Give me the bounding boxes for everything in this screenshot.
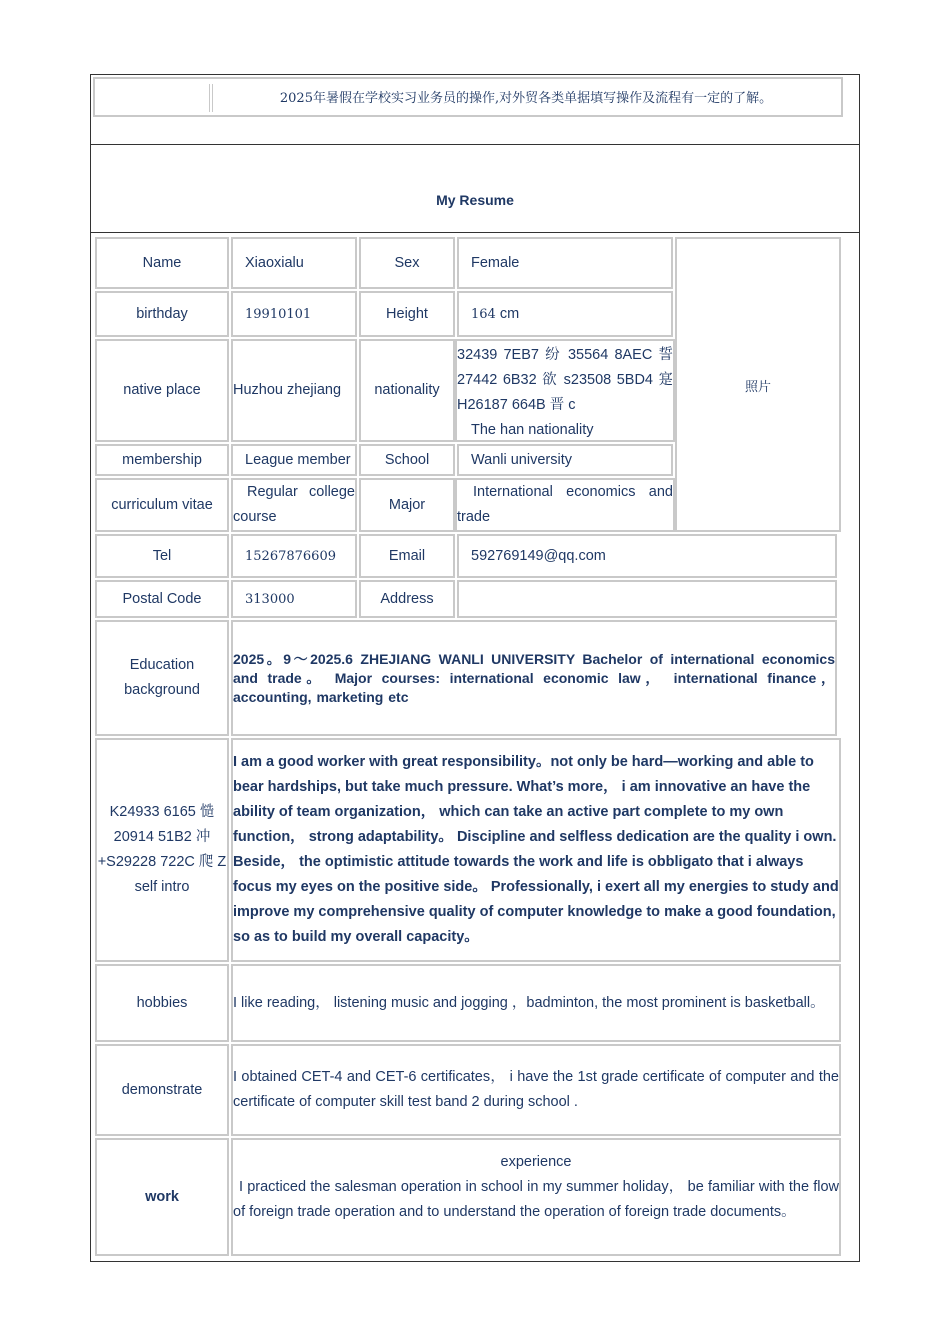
- nationality-garbled-line-3: H26187 664B 晋 c: [457, 397, 576, 413]
- native-place-value: Huzhou zhejiang: [231, 339, 357, 442]
- postal-code-value: 313000: [231, 580, 357, 618]
- address-value: [457, 580, 837, 618]
- postal-code-label: Postal Code: [95, 580, 229, 618]
- education-text: 2025。9～2025.6 ZHEJIANG WANLI UNIVERSITY Bachelor of international economics and trade。 Major courses: international economic law， international finance， accounting, marketing etc: [233, 650, 835, 705]
- education-label: Education background: [124, 657, 200, 698]
- work-label: work: [95, 1138, 229, 1256]
- education-label-cell: [95, 620, 229, 736]
- nationality-value: [455, 339, 675, 442]
- hobbies-label: hobbies: [95, 964, 229, 1042]
- cv-value: Regular college course: [233, 484, 355, 525]
- top-note: 2025年暑假在学校实习业务员的操作,对外贸各类单据填写操作及流程有一定的了解。: [279, 91, 773, 106]
- self-intro-garbled-2: 20914 51B2 冲: [113, 829, 211, 845]
- name-label: Name: [95, 237, 229, 289]
- demonstrate-label: demonstrate: [95, 1044, 229, 1136]
- sex-label: Sex: [359, 237, 455, 289]
- school-label: School: [359, 444, 455, 476]
- self-intro-text: I am a good worker with great responsibility。not only be hard—working and able to bear hardships, but take much pressure. What’s more， i am innovative an have the ability of team organization， which can take an active part complete to my own function， strong adaptability。 Discipline and selfless dedication are the quality i own. Beside， the optimistic attitude towards the work and life is obbligato that i always focus my eyes on the positive side。 Professionally, i exert all my energies to study and improve my comprehensive quality of computer knowledge to make a good foundation, so as to build my overall capacity。: [233, 754, 839, 945]
- email-value: 592769149@qq.com: [457, 534, 837, 578]
- nationality-garbled-line-2: 27442 6B32 欲 s23508 5BD4 寔: [457, 372, 673, 388]
- work-text: I practiced the salesman operation in school in my summer holiday， be familiar with the flow of foreign trade operation and to understand the operation of foreign trade documents。: [233, 1179, 839, 1220]
- name-value: Xiaoxialu: [231, 237, 357, 289]
- nationality-text: The han nationality: [471, 422, 594, 438]
- tel-label: Tel: [95, 534, 229, 578]
- photo-placeholder: 照片: [675, 237, 841, 532]
- demonstrate-cell: [231, 1044, 841, 1136]
- major-value-cell: [455, 478, 675, 532]
- divider-top: [90, 144, 860, 145]
- tel-value: 15267876609: [231, 534, 357, 578]
- work-cell: [231, 1138, 841, 1256]
- divider-title: [90, 232, 860, 233]
- self-intro-cell: [231, 738, 841, 962]
- education-cell: [231, 620, 837, 736]
- birthday-value: 19910101: [231, 291, 357, 337]
- nationality-label: nationality: [359, 339, 455, 442]
- self-intro-garbled-3: +S29228 722C 爬 Z: [97, 854, 227, 870]
- height-unit: cm: [499, 305, 520, 322]
- self-intro-garbled-1: K24933 6165 慥: [109, 804, 215, 820]
- birthday-label: birthday: [95, 291, 229, 337]
- school-value: Wanli university: [457, 444, 673, 476]
- height-number: 164: [471, 306, 496, 322]
- membership-value: League member: [231, 444, 357, 476]
- email-label: Email: [359, 534, 455, 578]
- nationality-garbled-line-1: 32439 7EB7 纷 35564 8AEC 誓: [457, 347, 673, 363]
- page-title: My Resume: [436, 192, 514, 208]
- major-value: International economics and trade: [457, 484, 673, 525]
- sex-value: Female: [457, 237, 673, 289]
- self-intro-label: self intro: [134, 879, 190, 895]
- hobbies-cell: [231, 964, 841, 1042]
- major-label: Major: [359, 478, 455, 532]
- height-value: [457, 291, 673, 337]
- hobbies-text: I like reading， listening music and jogging ，badminton, the most prominent is basketball。: [233, 994, 825, 1011]
- demonstrate-text: I obtained CET-4 and CET-6 certificates， i have the 1st grade certificate of computer and the certificate of computer skill test band 2 during school .: [233, 1069, 839, 1110]
- native-place-label: native place: [95, 339, 229, 442]
- cv-value-cell: [231, 478, 357, 532]
- height-label: Height: [359, 291, 455, 337]
- work-heading: experience: [500, 1154, 572, 1170]
- self-intro-label-cell: [95, 738, 229, 962]
- address-label: Address: [359, 580, 455, 618]
- membership-label: membership: [95, 444, 229, 476]
- cv-label: curriculum vitae: [95, 478, 229, 532]
